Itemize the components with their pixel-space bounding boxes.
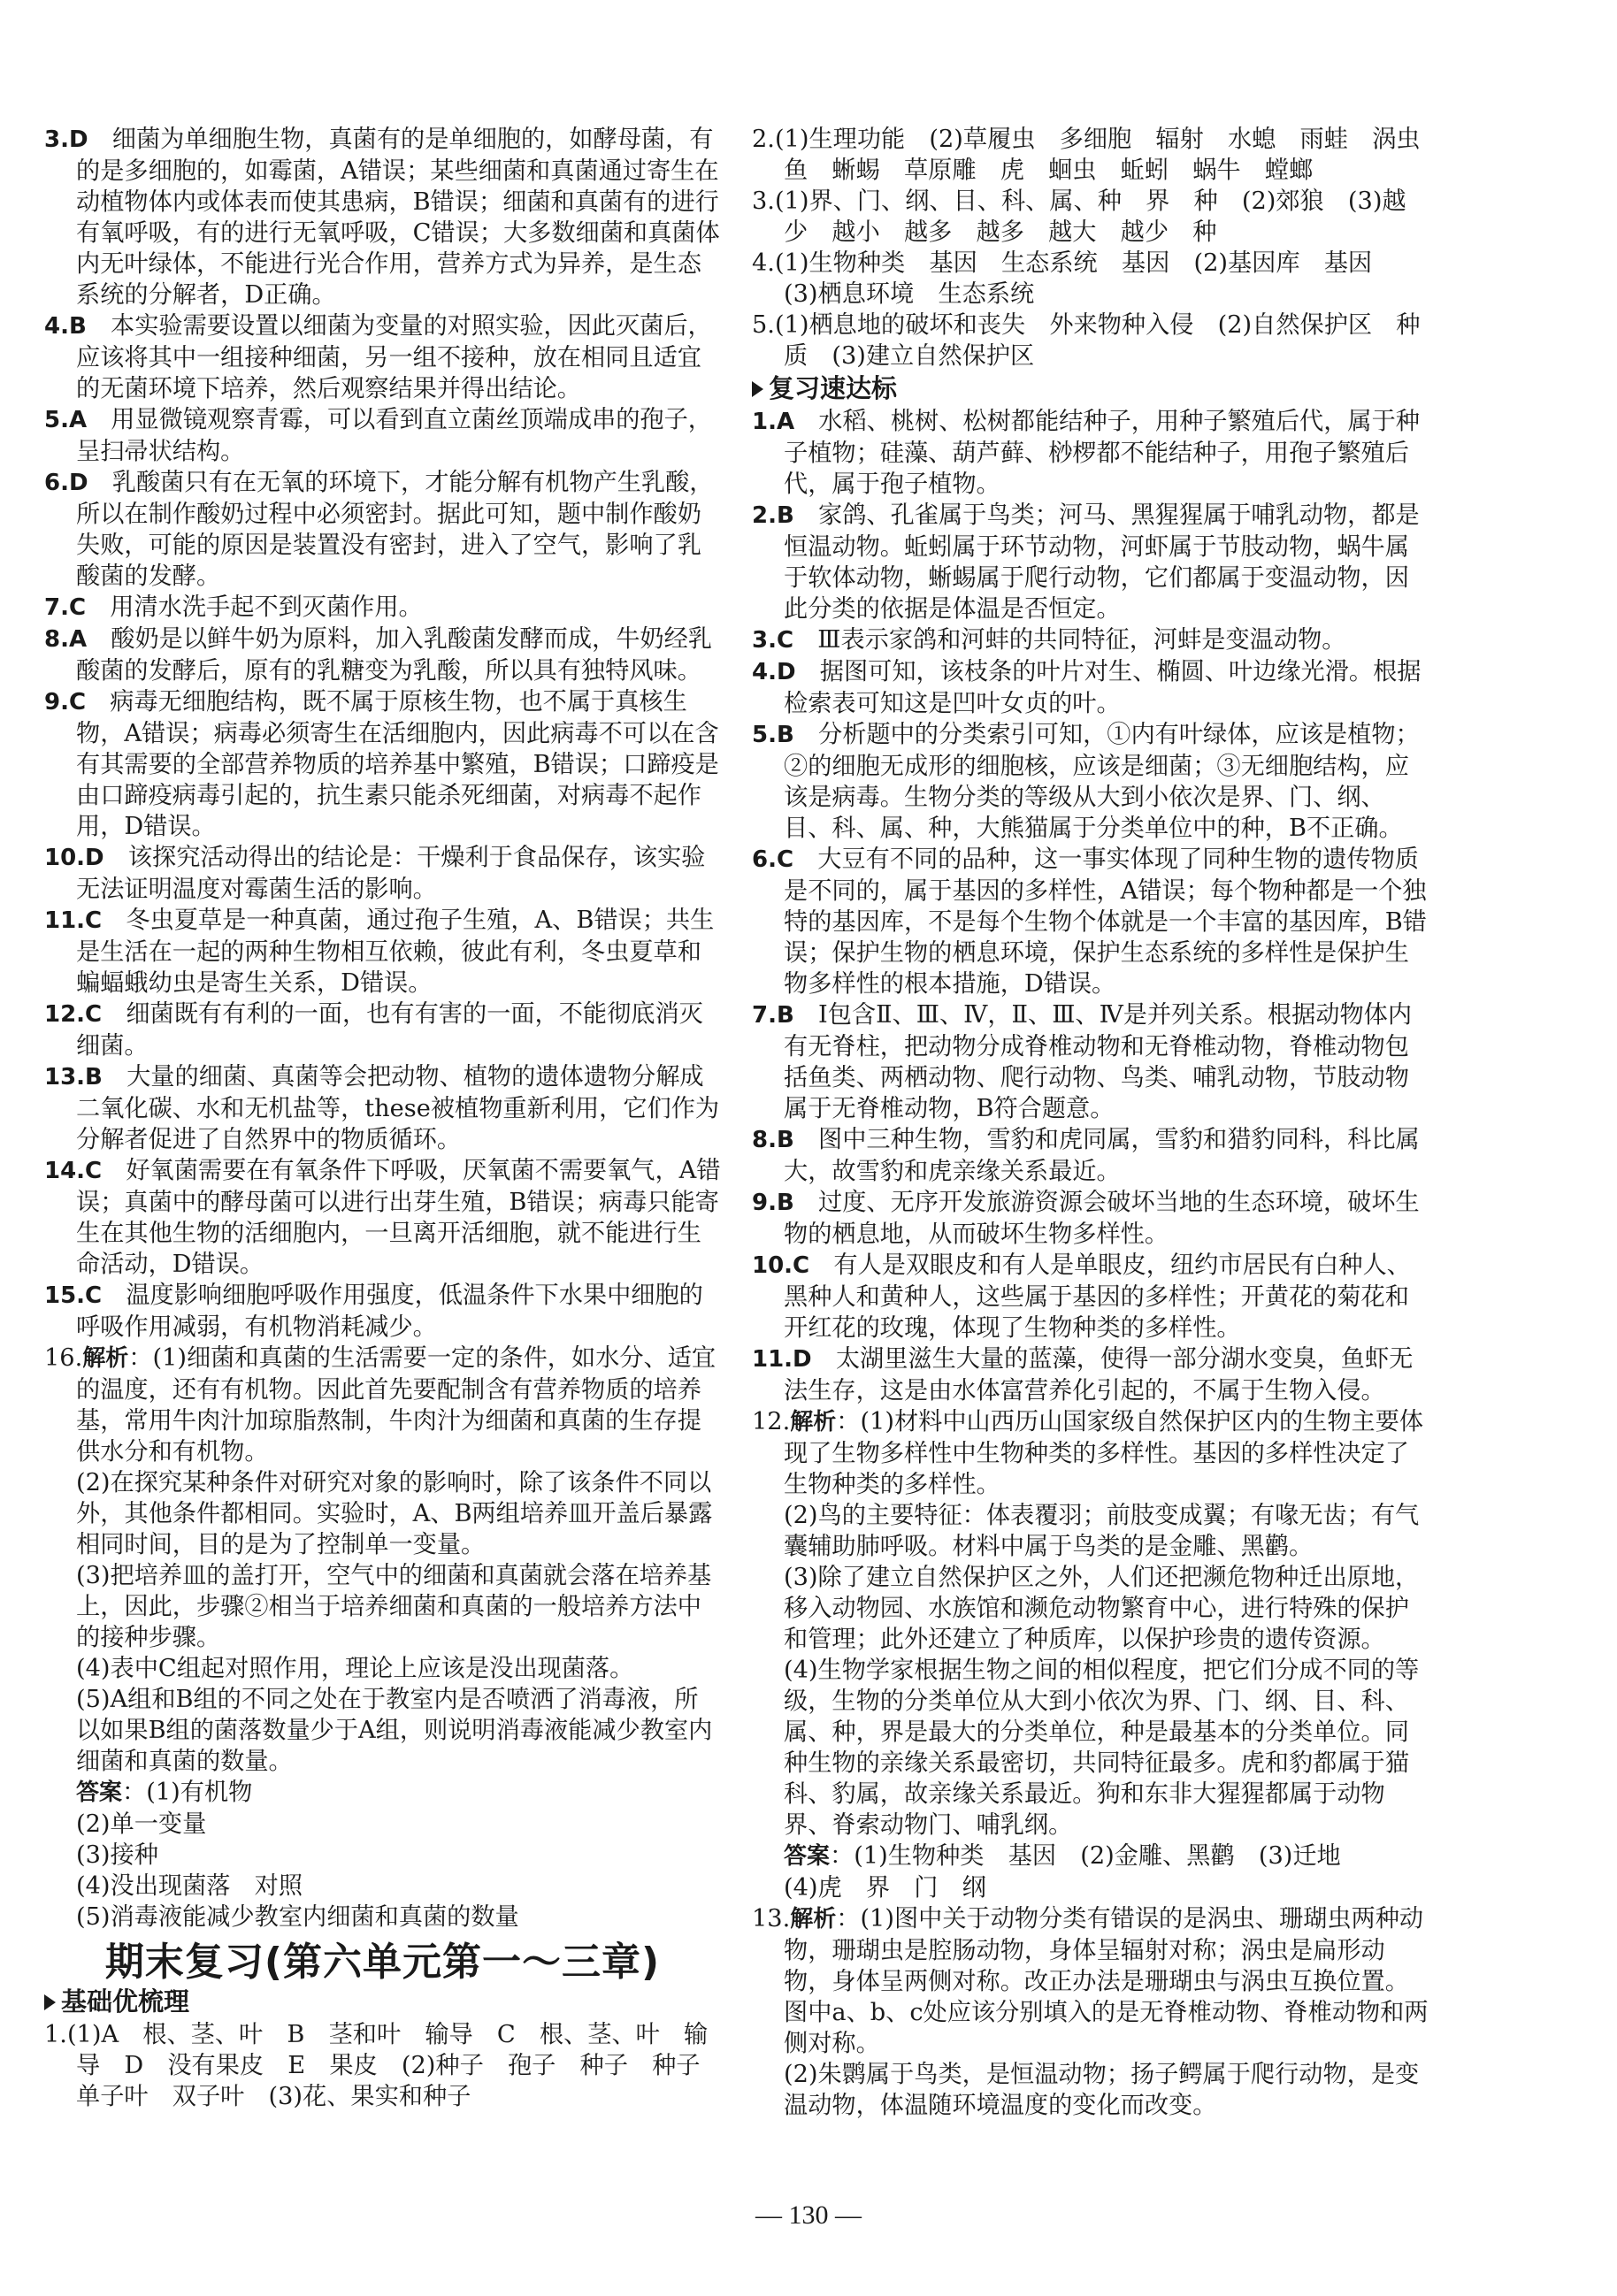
item-text: 太湖里滋生大量的蓝藻，使得一部分湖水变臭，鱼虾无法生存，这是由水体富营养化引起的，不属于生物入侵。	[784, 1345, 1414, 1404]
q12-answer	[752, 1841, 1429, 1872]
left-column	[44, 124, 724, 2112]
list-item	[44, 592, 721, 624]
item-number: 10.D	[44, 845, 104, 871]
analysis-text: ：(1)材料中山西历山国家级自然保护区内的生物主要体现了生物多样性中生物种类的多样性。基因的多样性决定了生物种类的多样性。	[784, 1408, 1424, 1498]
basic-review-list	[752, 124, 1445, 371]
question-number: 16.	[44, 1344, 83, 1372]
item-number: 6.C	[752, 846, 794, 873]
item-number: 5.	[752, 311, 775, 339]
item-text: 家鸽、孔雀属于鸟类；河马、黑猩猩属于哺乳动物，都是恒温动物。蚯蚓属于环节动物，河虾属于节肢动物，蜗牛属于软体动物，蜥蜴属于爬行动物，它们都属于变温动物，因此分类的依据是体温是否恒定。	[784, 501, 1420, 623]
item-text: 酸奶是以鲜牛奶为原料，加入乳酸菌发酵而成，牛奶经乳酸菌的发酵后，原有的乳糖变为乳酸，所以具有独特风味。	[76, 625, 712, 685]
item-text: (1)生理功能 (2)草履虫 多细胞 辐射 水螅 雨蛙 涡虫 鱼 蜥蜴 草原雕 虎 蛔虫 蚯蚓 蜗牛 螳螂	[774, 126, 1445, 184]
list-item	[752, 656, 1429, 719]
chapter-title: 期末复习(第六单元第一～三章)	[104, 1940, 661, 1985]
item-number: 6.D	[44, 470, 88, 496]
item-text: (1)生物种类 基因 生态系统 基因 (2)基因库 基因 (3)栖息环境 生态系统	[774, 249, 1397, 308]
item-number: 9.B	[752, 1190, 794, 1216]
list-item	[752, 500, 1429, 624]
item-text: 冬虫夏草是一种真菌，通过孢子生殖，A、B错误；共生是生活在一起的两种生物相互依赖，彼此有利，冬虫夏草和蝙蝠蛾幼虫是寄生关系，D错误。	[76, 907, 715, 997]
item-number: 14.C	[44, 1158, 103, 1184]
list-item	[752, 1187, 1429, 1250]
item-text: 细菌既有有利的一面，也有有害的一面，不能彻底消灭细菌。	[76, 1000, 703, 1060]
q16-part-3: (3)把培养皿的盖打开，空气中的细菌和真菌就会落在培养基上，因此，步骤②相当于培养细菌和真菌的一般培养方法中的接种步骤。	[76, 1562, 712, 1651]
list-item	[752, 719, 1429, 844]
item-text: 大豆有不同的品种，这一事实体现了同种生物的遗传物质是不同的，属于基因的多样性，A错误；每个物种都是一个独特的基因库，不是每个生物个体就是一个丰富的基因库，B错误；保护生物的栖息环境，保护生态系统的多样性是保护生物多样性的根本措施，D错误。	[784, 846, 1427, 998]
item-number: 8.B	[752, 1127, 794, 1153]
q16-answer	[44, 1777, 721, 1809]
section-heading-review	[752, 373, 1429, 404]
list-item	[752, 310, 1429, 371]
item-text: 图中三种生物，雪豹和虎同属，雪豹和猎豹同科，科比属大，故雪豹和虎亲缘关系最近。	[784, 1126, 1420, 1185]
item-number: 3.	[752, 188, 775, 215]
list-item	[752, 999, 1429, 1124]
item-text: 温度影响细胞呼吸作用强度，低温条件下水果中细胞的呼吸作用减弱，有机物消耗减少。	[76, 1282, 703, 1341]
list-item	[44, 842, 721, 905]
analysis-label: 解析	[82, 1345, 129, 1372]
item-number: 5.B	[752, 722, 794, 748]
item-number: 13.B	[44, 1064, 103, 1091]
list-item	[44, 686, 721, 842]
list-item	[752, 124, 1445, 186]
answer-line: ：(1)生物种类 基因 (2)金雕、黑鹳 (3)迁地	[830, 1842, 1341, 1870]
item-text: (1)A 根、茎、叶 B 茎和叶 输导 C 根、茎、叶 输导 D 没有果皮 E 果皮 (2)种子 孢子 种子 种子 单子叶 双子叶 (3)花、果实和种子	[66, 2021, 724, 2110]
item-text: 分析题中的分类索引可知，①内有叶绿体，应该是植物；②的细胞无成形的细胞核，应该是细菌；③无细胞结构，应该是病毒。生物分类的等级从大到小依次是界、门、纲、目、科、属、种，大熊猫属于分类单位中的种，B不正确。	[784, 721, 1420, 842]
left-answer-list	[44, 124, 721, 1343]
q12-part-4: (4)生物学家根据生物之间的相似程度，把它们分成不同的等级，生物的分类单位从大到小依次为界、门、纲、目、科、属、种，界是最大的分类单位，种是最基本的分类单位。同种生物的亲缘关系最密切，共同特征最多。虎和豹都属于猫科、豹属，故亲缘关系最近。狗和东非大猩猩都属于动物界、脊索动物门、哺乳纲。	[784, 1657, 1420, 1839]
q12-part-3: (3)除了建立自然保护区之外，人们还把濒危物种迁出原地，移入动物园、水族馆和濒危动物繁育中心，进行特殊的保护和管理；此外还建立了种质库，以保护珍贵的遗传资源。	[784, 1564, 1420, 1653]
item-number: 10.C	[752, 1252, 810, 1279]
section-heading-basic	[44, 1986, 721, 2017]
item-text: 过度、无序开发旅游资源会破坏当地的生态环境，破坏生物的栖息地，从而破坏生物多样性。	[784, 1189, 1420, 1248]
answer-line: ：(1)有机物	[122, 1779, 253, 1806]
section-title: 复习速达标	[769, 373, 898, 403]
item-number: 4.D	[752, 659, 796, 685]
item-number: 11.D	[752, 1346, 812, 1373]
item-text: 细菌为单细胞生物，真菌有的是单细胞的，如酵母菌，有的是多细胞的，如霉菌，A错误；某些细菌和真菌通过寄生在动植物体内或体表而使其患病，B错误；细菌和真菌有的进行有氧呼吸，有的进行无氧呼吸，C错误；大多数细菌和真菌体内无叶绿体，不能进行光合作用，营养方式为异养，是生态系统的分解者，D正确。	[76, 126, 720, 309]
page-number: — 130 —	[755, 2200, 862, 2230]
list-item	[752, 1250, 1429, 1343]
answer-line: (2)单一变量	[76, 1810, 207, 1838]
question-13	[752, 1903, 1429, 2059]
list-item	[752, 248, 1429, 310]
q16-part-5: (5)A组和B组的不同之处在于教室内是否喷洒了消毒液，所以如果B组的菌落数量少于A组，则说明消毒液能减少教室内细菌和真菌的数量。	[76, 1686, 713, 1775]
item-text: (1)栖息地的破坏和丧失 外来物种入侵 (2)自然保护区 种质 (3)建立自然保护区	[774, 311, 1421, 370]
item-number: 11.C	[44, 907, 103, 934]
review-answer-list	[752, 406, 1429, 1406]
item-number: 4.	[752, 249, 775, 277]
q16-part-2: (2)在探究某种条件对研究对象的影响时，除了该条件不同以外，其他条件都相同。实验时，A、B两组培养皿开盖后暴露相同时间，目的是为了控制单一变量。	[76, 1469, 713, 1558]
list-item	[44, 624, 721, 686]
item-number: 5.A	[44, 407, 88, 433]
item-text: 该探究活动得出的结论是：干燥利于食品保存，该实验无法证明温度对霉菌生活的影响。	[76, 844, 706, 903]
item-number: 12.C	[44, 1001, 103, 1028]
item-number: 7.B	[752, 1002, 794, 1029]
item-text: 用清水洗手起不到灭菌作用。	[110, 593, 423, 621]
analysis-text: ：(1)细菌和真菌的生活需要一定的条件，如水分、适宜的温度，还有有机物。因此首先要配制含有营养物质的培养基，常用牛肉汁加琼脂熬制，牛肉汁为细菌和真菌的生存提供水分和有机物。	[76, 1344, 717, 1466]
item-text: (1)界、门、纲、目、科、属、种 界 种 (2)郊狼 (3)越少 越小 越多 越多 越大 越少 种	[774, 188, 1406, 246]
item-number: 15.C	[44, 1282, 103, 1309]
list-item	[44, 124, 721, 310]
item-text: 乳酸菌只有在无氧的环境下，才能分解有机物产生乳酸，所以在制作酸奶过程中必须密封。据此可知，题中制作酸奶失败，可能的原因是装置没有密封，进入了空气，影响了乳酸菌的发酵。	[76, 469, 714, 590]
item-number: 4.B	[44, 313, 87, 340]
triangle-marker-icon	[44, 1994, 56, 2010]
answer-label: 答案	[784, 1843, 831, 1870]
question-number: 12.	[752, 1408, 791, 1435]
analysis-label: 解析	[790, 1409, 837, 1435]
item-number: 9.C	[44, 689, 87, 716]
list-item	[44, 1280, 721, 1343]
list-item	[752, 186, 1429, 248]
item-text: 用显微镜观察青霉，可以看到直立菌丝顶端成串的孢子，呈扫帚状结构。	[76, 406, 712, 465]
item-text: 大量的细菌、真菌等会把动物、植物的遗体遗物分解成二氧化碳、水和无机盐等，these被植物重新利用，它们作为分解者促进了自然界中的物质循环。	[76, 1063, 720, 1153]
list-item	[44, 310, 721, 404]
list-item	[44, 905, 721, 999]
q16-part-4: (4)表中C组起对照作用，理论上应该是没出现菌落。	[76, 1655, 634, 1682]
item-number: 7.C	[44, 594, 87, 621]
section-title: 基础优梳理	[61, 1986, 190, 2017]
list-item	[44, 1061, 721, 1155]
list-item	[44, 467, 721, 592]
item-text: Ⅲ表示家鸽和河蚌的共同特征，河蚌是变温动物。	[817, 626, 1346, 654]
item-number: 3.D	[44, 126, 88, 153]
item-text: 病毒无细胞结构，既不属于原核生物，也不属于真核生物，A错误；病毒必须寄生在活细胞内，因此病毒不可以在含有其需要的全部营养物质的培养基中繁殖，B错误；口蹄疫是由口蹄疫病毒引起的，抗生素只能杀死细菌，对病毒不起作用，D错误。	[76, 688, 719, 840]
right-column	[752, 124, 1445, 2121]
item-number: 8.A	[44, 626, 88, 653]
question-12	[752, 1406, 1429, 1500]
item-number: 2.B	[752, 502, 794, 529]
item-number: 1.A	[752, 409, 795, 435]
answer-line: (3)接种	[76, 1841, 158, 1869]
item-text: Ⅰ包含Ⅱ、Ⅲ、Ⅳ，Ⅱ、Ⅲ、Ⅳ是并列关系。根据动物体内有无脊柱，把动物分成脊椎动物和无脊椎动物，脊椎动物包括鱼类、两栖动物、爬行动物、鸟类、哺乳动物，节肢动物属于无脊椎动物，B符合题意。	[784, 1001, 1413, 1122]
question-16	[44, 1343, 721, 1467]
answer-line: (5)消毒液能减少教室内细菌和真菌的数量	[76, 1903, 519, 1931]
list-item	[752, 844, 1429, 999]
item-text: 据图可知，该枝条的叶片对生、椭圆、叶边缘光滑。根据检索表可知这是凹叶女贞的叶。	[784, 658, 1422, 717]
list-item	[752, 406, 1429, 500]
answer-line: (4)虎 界 门 纲	[784, 1874, 986, 1902]
list-item	[44, 404, 721, 467]
item-number: 1.	[44, 2021, 67, 2048]
item-number: 2.	[752, 126, 775, 153]
q13-part-2: (2)朱鹮属于鸟类，是恒温动物；扬子鳄属于爬行动物，是变温动物，体温随环境温度的变化而改变。	[784, 2061, 1420, 2119]
list-item	[752, 624, 1429, 656]
answer-line: (4)没出现菌落 对照	[76, 1872, 303, 1900]
item-text: 有人是双眼皮和有人是单眼皮，纽约市居民有白种人、黑种人和黄种人，这些属于基因的多样性；开黄花的菊花和开红花的玫瑰，体现了生物种类的多样性。	[784, 1251, 1411, 1342]
answer-label: 答案	[76, 1779, 123, 1806]
item-number: 3.C	[752, 627, 794, 654]
basic-item-1	[44, 2019, 724, 2112]
q12-part-2: (2)鸟的主要特征：体表覆羽；前肢变成翼；有喙无齿；有气囊辅助肺呼吸。材料中属于鸟类的是金雕、黑鹳。	[784, 1502, 1420, 1560]
list-item	[752, 1124, 1429, 1187]
item-text: 本实验需要设置以细菌为变量的对照实验，因此灭菌后，应该将其中一组接种细菌，另一组不接种，放在相同且适宜的无菌环境下培养，然后观察结果并得出结论。	[76, 312, 712, 402]
item-text: 水稻、桃树、松树都能结种子，用种子繁殖后代，属于种子植物；硅藻、葫芦藓、桫椤都不能结种子，用孢子繁殖后代，属于孢子植物。	[784, 408, 1420, 498]
analysis-text: ：(1)图中关于动物分类有错误的是涡虫、珊瑚虫两种动物，珊瑚虫是腔肠动物，身体呈辐射对称；涡虫是扁形动物，身体呈两侧对称。改正办法是珊瑚虫与涡虫互换位置。图中a、b、c处应该分别填入的是无脊椎动物、脊椎动物和两侧对称。	[784, 1905, 1429, 2057]
list-item	[44, 1155, 721, 1280]
list-item	[752, 1343, 1429, 1406]
list-item	[44, 999, 721, 1061]
item-text: 好氧菌需要在有氧条件下呼吸，厌氧菌不需要氧气，A错误；真菌中的酵母菌可以进行出芽生殖，B错误；病毒只能寄生在其他生物的活细胞内，一旦离开活细胞，就不能进行生命活动，D错误。	[76, 1157, 721, 1278]
question-number: 13.	[752, 1905, 791, 1932]
triangle-marker-icon	[752, 381, 763, 397]
analysis-label: 解析	[790, 1906, 837, 1932]
